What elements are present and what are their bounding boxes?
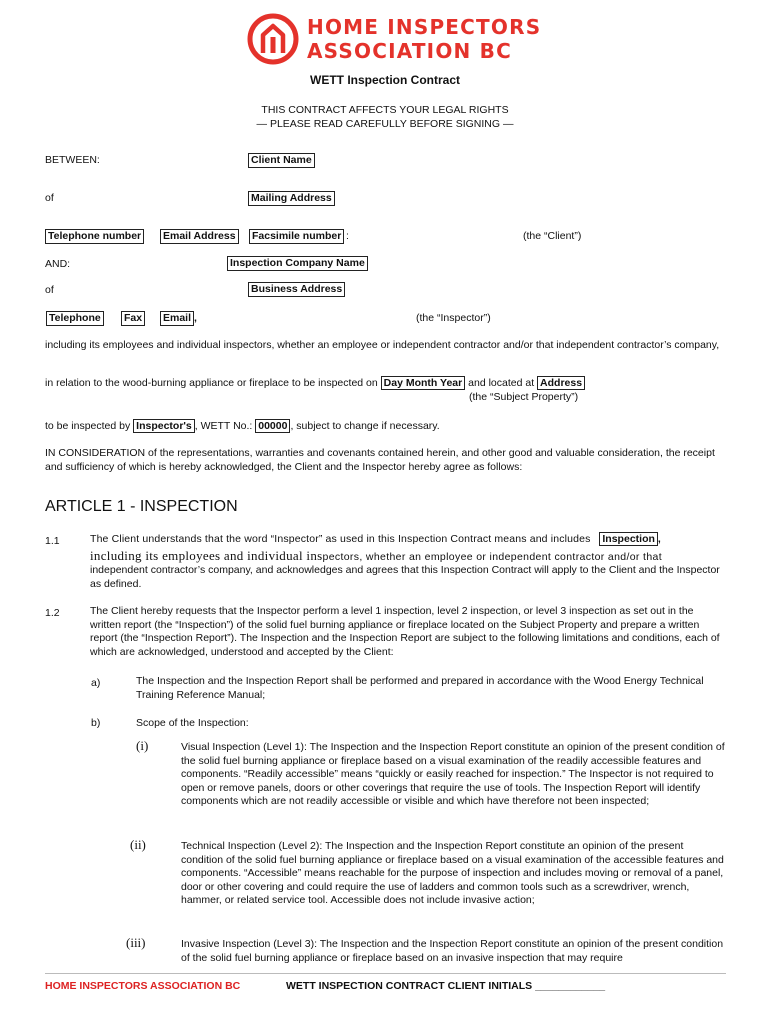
warning-line-2: — PLEASE READ CAREFULLY BEFORE SIGNING — [256, 118, 514, 130]
and-label: AND: [45, 258, 71, 270]
telephone-number-field[interactable]: Telephone number [45, 229, 144, 244]
section-1-1-serif-text: including its employees and individual ins [90, 548, 323, 563]
section-1-1-number: 1.1 [45, 535, 60, 547]
section-1-2-number: 1.2 [45, 607, 60, 619]
clause-b-text: Scope of the Inspection: [136, 717, 249, 729]
clause-iii-label: (iii) [126, 935, 146, 950]
logo-mark-icon [247, 13, 299, 65]
business-address-field[interactable]: Business Address [248, 282, 345, 297]
relation-line [45, 376, 585, 390]
section-1-1-line2 [90, 548, 726, 565]
clause-ii-label: (ii) [130, 837, 146, 852]
association-logo [247, 13, 547, 65]
including-paragraph: including its employees and individual inspectors, whether an employee or independent contractor and/or that independent contractor’s company, [45, 339, 720, 351]
section-1-1-comma: , [657, 533, 661, 545]
clause-ii-text: Technical Inspection (Level 2): The Inspection and the Inspection Report constitute an opinion of the present condition of the solid fuel burning appliance or fireplace based on a visual examination of the accessible features and components. “Accessible” means reachable for the purpose of inspection and includes moving or removal of a panel, door or other covering and could require the use of ladders and common tools such as a screwdriver, wrench, hammer, or related service tool. Accessible does not include invasive action; [181, 840, 724, 907]
article-1-heading: ARTICLE 1 - INSPECTION [45, 498, 238, 515]
inspector-reference: (the “Inspector”) [416, 312, 491, 324]
relation-prefix: in relation to the wood-burning appliance or fireplace to be inspected on [45, 377, 378, 389]
consideration-paragraph: IN CONSIDERATION of the representations, warranties and covenants contained herein, and other good and valuable consideration, the receipt and sufficiency of which is hereby acknowledged, the Client and the Inspector hereby agree as follows: [45, 447, 715, 473]
warning-line-1: THIS CONTRACT AFFECTS YOUR LEGAL RIGHTS [261, 104, 509, 116]
email-address-field[interactable]: Email Address [160, 229, 239, 244]
logo-text-line1: HOME INSPECTORS [307, 15, 542, 39]
inspection-company-name-field[interactable]: Inspection Company Name [227, 256, 368, 271]
between-label: BETWEEN: [45, 154, 100, 166]
inspection-company-field[interactable]: Inspection [599, 532, 658, 546]
section-1-1-continuation: independent contractor’s company, and acknowledges and agrees that this Inspection Contract will apply to the Client and the Inspector as defined. [90, 564, 720, 590]
inspection-date-field[interactable]: Day Month Year [381, 376, 466, 390]
of-label-2: of [45, 284, 54, 296]
subject-to-change-text: , subject to change if necessary. [290, 420, 440, 432]
located-text: and located at [468, 377, 535, 389]
logo-text-line2: ASSOCIATION BC [307, 39, 512, 63]
section-1-2-text: The Client hereby requests that the Inspector perform a level 1 inspection, level 2 inspection, or level 3 inspection as set out in the written report (the “Inspection”) of the solid fuel burning appliance or fireplace located on the Subject Property and prepare a written report (the “Inspection Report”). The Inspection and the Inspection Report are subject to the following limitations and conditions, each of which are acknowledged, understood and accepted by the Client: [90, 605, 720, 658]
clause-a-label: a) [91, 677, 101, 689]
wett-label: , WETT No.: [194, 420, 253, 432]
email-field[interactable]: Email [160, 311, 194, 326]
clause-i-text: Visual Inspection (Level 1): The Inspection and the Inspection Report constitute an opinion of the present condition of the solid fuel burning appliance or fireplace based on a visual examination of the readily accessible features and components. “Readily accessible” means “quickly or easily reached for inspection.” The Inspector is not required to open or remove panels, doors or other coverings that require the use of tools. The Inspection Report will identify components which are not readily accessible or visible and which have therefore not been inspected; [181, 741, 725, 808]
of-label: of [45, 192, 54, 204]
section-1-1-rest-text: pectors, whether an employee or independent contractor and/or that [322, 551, 662, 563]
footer-divider [45, 973, 726, 974]
clause-i-label: (i) [136, 738, 149, 753]
inspectors-field[interactable]: Inspector's [133, 419, 195, 433]
contract-title: WETT Inspection Contract [310, 73, 460, 87]
fax-field[interactable]: Fax [121, 311, 145, 326]
section-1-1-lead: The Client understands that the word “Inspector” as used in this Inspection Contract means and includes [90, 533, 591, 545]
inspected-by-prefix: to be inspected by [45, 420, 131, 432]
section-1-1-line1 [90, 532, 726, 546]
footer-association-name: HOME INSPECTORS ASSOCIATION BC [45, 980, 241, 992]
client-reference: (the “Client”) [523, 230, 582, 242]
email-suffix: , [194, 312, 197, 324]
subject-property-reference: (the “Subject Property”) [469, 391, 579, 403]
inspected-by-line [45, 419, 440, 433]
clause-a-text: The Inspection and the Inspection Report shall be performed and prepared in accordance with the Wood Energy Technical Training Reference Manual; [136, 675, 704, 701]
facsimile-suffix: : [346, 230, 349, 242]
clause-iii-text: Invasive Inspection (Level 3): The Inspection and the Inspection Report constitute an opinion of the present condition of the solid fuel burning appliance or fireplace based on an invasive inspection that may require [181, 938, 724, 964]
subject-address-field[interactable]: Address [537, 376, 585, 390]
footer-client-initials: WETT INSPECTION CONTRACT CLIENT INITIALS ____________ [286, 980, 606, 992]
facsimile-number-field[interactable]: Facsimile number [249, 229, 344, 244]
wett-number-field[interactable]: 00000 [255, 419, 290, 433]
clause-b-label: b) [91, 717, 101, 729]
telephone-field[interactable]: Telephone [46, 311, 104, 326]
mailing-address-field[interactable]: Mailing Address [248, 191, 335, 206]
client-name-field[interactable]: Client Name [248, 153, 315, 168]
